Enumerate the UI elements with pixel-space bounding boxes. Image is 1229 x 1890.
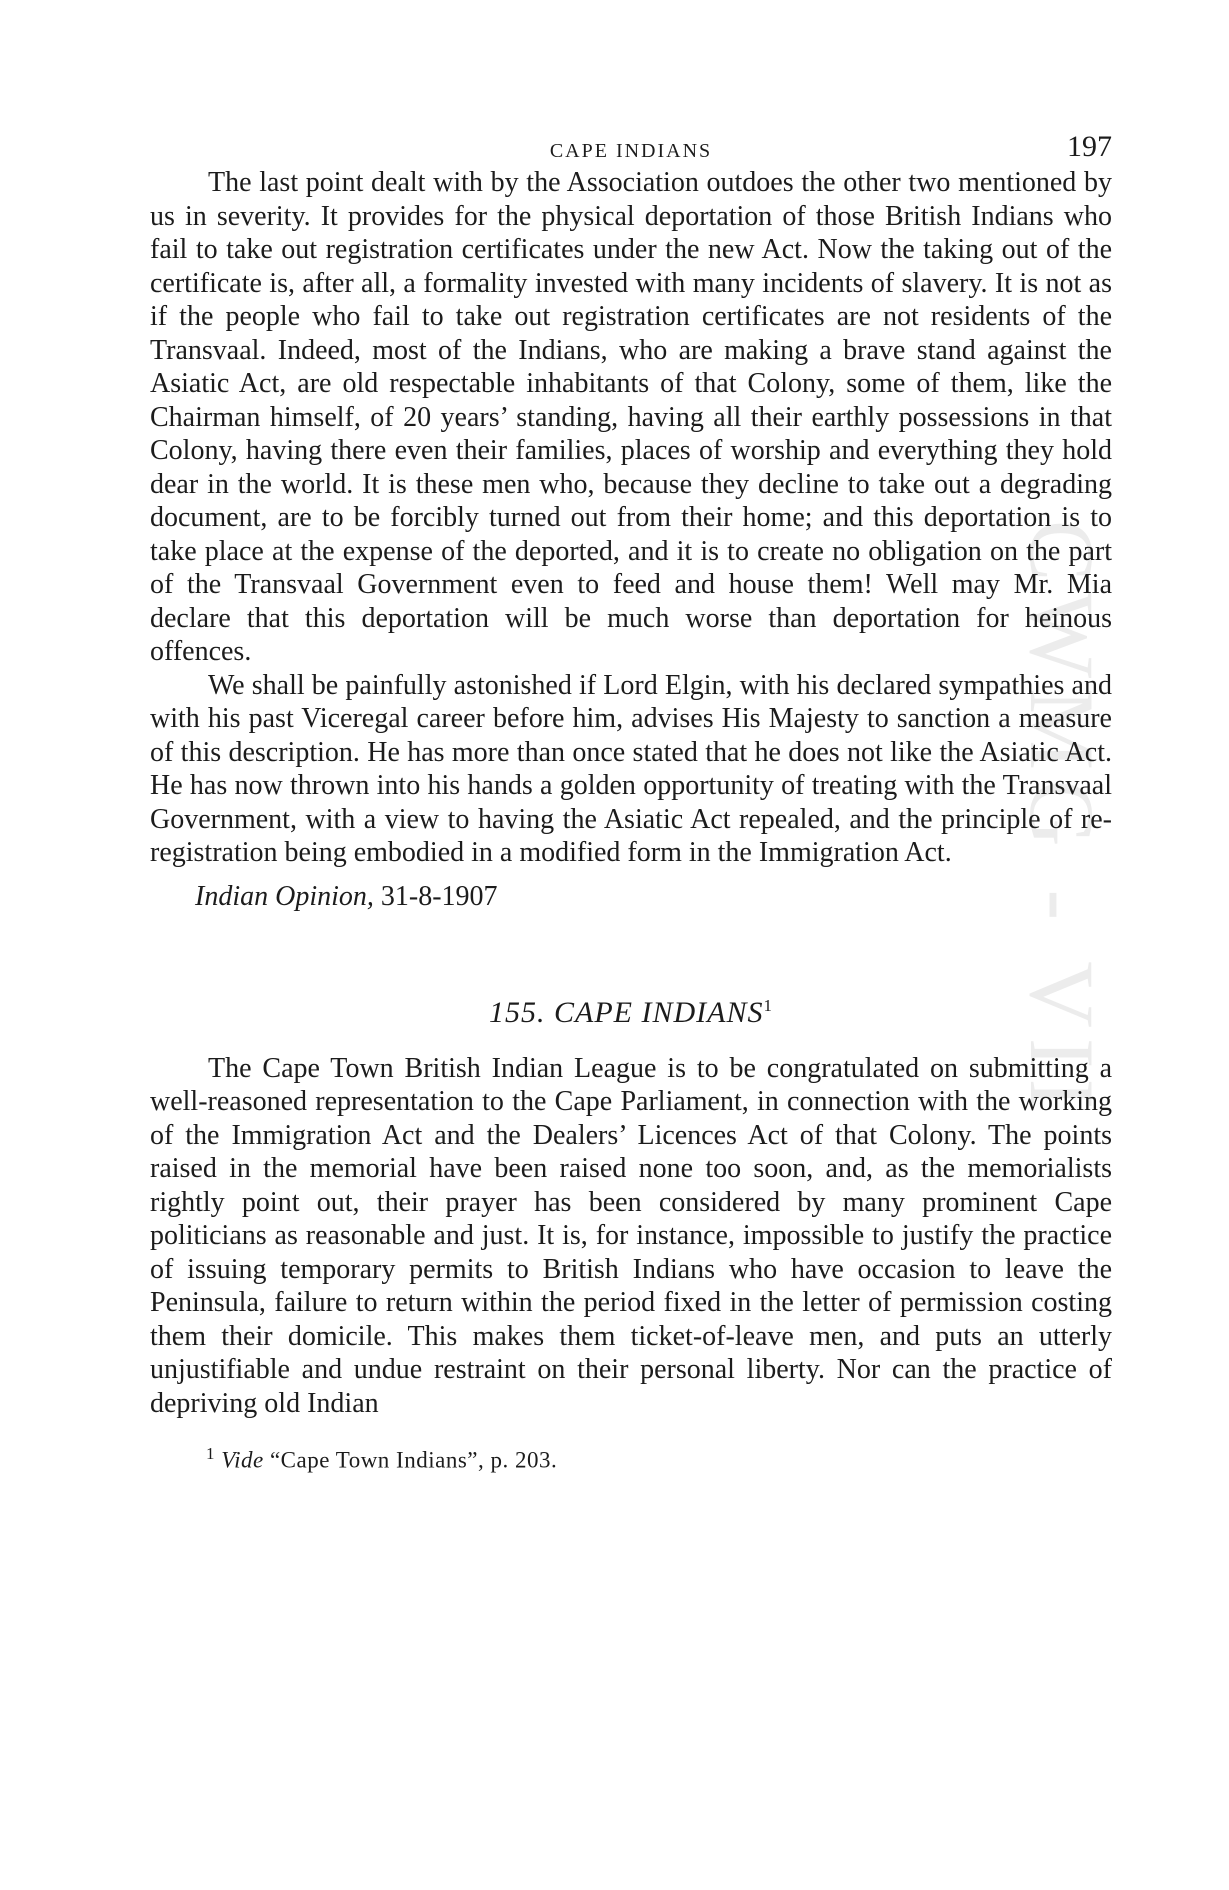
footnote-text: “Cape Town Indians”, p. 203. [269,1447,558,1473]
body-paragraph: We shall be painfully astonished if Lord Elgin, with his declared sympathies and with his past Viceregal career before him, advises His Majesty to sanction a measure of this description. He has more than once stated that he does not like the Asiatic Act. He has now thrown into his hands a golden opportunity of treating with the Transvaal Government, with a view to having the Asiatic Act repealed, and the principle of re-registration being embodied in a modified form in the Immigration Act. [150,669,1112,868]
document-page [150,126,1112,1474]
footnote-vide: Vide [221,1447,264,1473]
source-citation [195,880,1112,914]
footnote [206,1444,1112,1474]
section-title: 155. CAPE INDIANS [489,995,764,1029]
body-paragraph: The Cape Town British Indian League is to be congratulated on submitting a well-reasoned representation to the Cape Parliament, in connection with the working of the Immigration Act and the Dealers’ Licences Act of that Colony. The points raised in the memorial have been raised none too soon, and, as the memorialists rightly point out, their prayer has been considered by many prominent Cape politicians as reasonable and just. It is, for instance, impossible to justify the practice of issuing temporary permits to British Indians who have occasion to leave the Peninsula, failure to return within the period fixed in the letter of permission costing them their domicile. This makes them ticket-of-leave men, and puts an utterly unjustifiable and undue restraint on their personal liberty. Nor can the practice of depriving old Indian [150,1052,1112,1419]
section-heading [150,996,1112,1030]
running-title: CAPE INDIANS [549,140,713,162]
running-head [150,126,1112,166]
page-number: 197 [1067,130,1112,163]
body-paragraph: The last point dealt with by the Association outdoes the other two mentioned by us in severity. It provides for the physical deportation of those British Indians who fail to take out registration certificates under the new Act. Now the taking out of the certificate is, after all, a formality invested with many incidents of slavery. It is not as if the people who fail to take out registration certificates are not residents of the Transvaal. Indeed, most of the Indians, who are making a brave stand against the Asiatic Act, are old respectable inhabitants of that Colony, some of them, like the Chairman himself, of 20 years’ standing, having all their earthly possessions in that Colony, having there even their families, places of worship and everything they hold dear in the world. It is these men who, because they decline to take out a degrading document, are to be forcibly turned out from their home; and this deportation is to take place at the expense of the deported, and it is to create no obligation on the part of the Transvaal Government even to feed and house them! Well may Mr. Mia declare that this deportation will be much worse than deportation for heinous offences. [150,167,1112,667]
source-date: 31-8-1907 [380,880,498,912]
section-body [150,1052,1112,1421]
footnote-number: 1 [206,1444,215,1463]
previous-article [150,166,1112,914]
source-publication: Indian Opinion, [195,880,374,912]
footnote-marker: 1 [763,995,773,1015]
